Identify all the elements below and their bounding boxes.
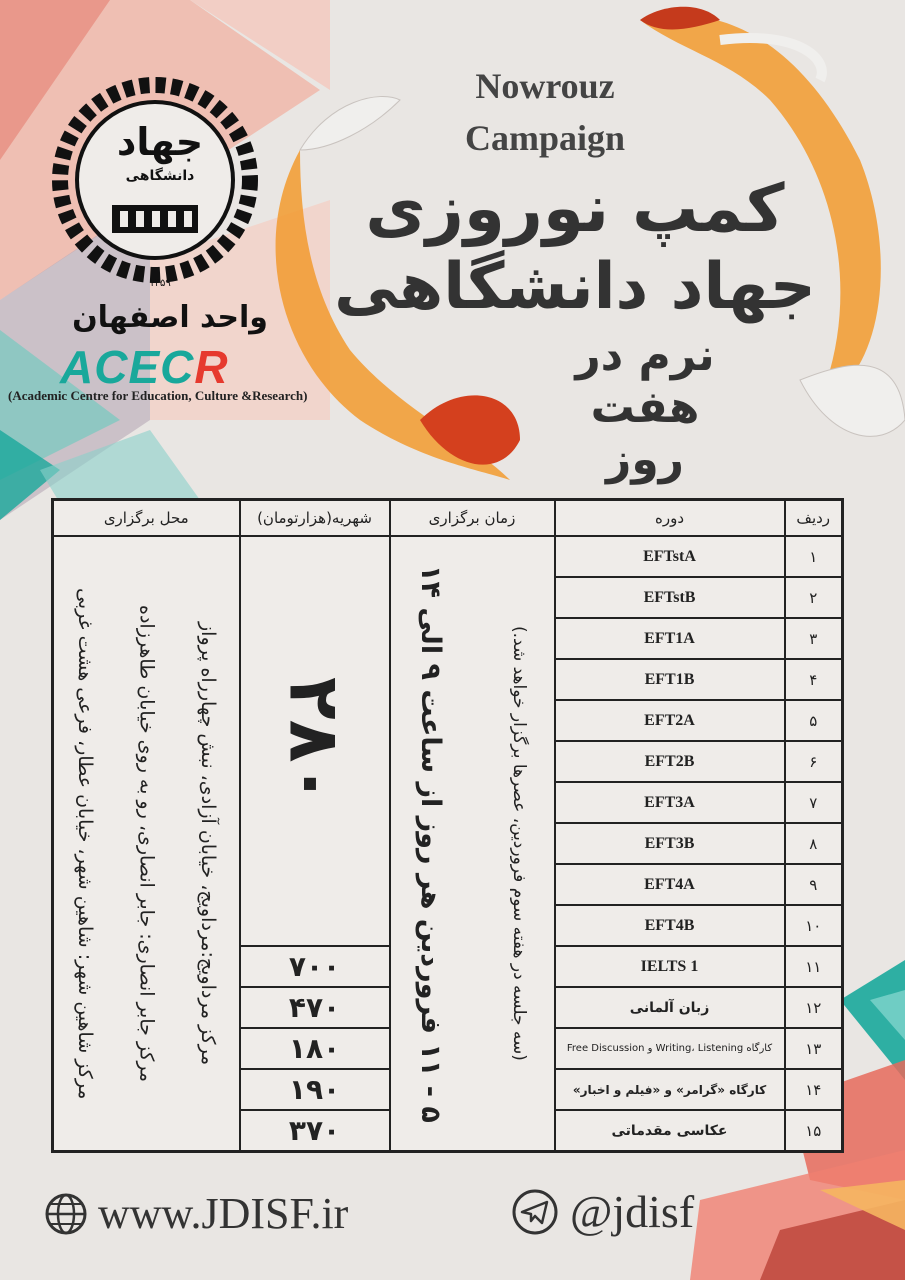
course-name: عکاسی مقدماتی bbox=[555, 1110, 785, 1152]
row-number: ۱۳ bbox=[785, 1028, 843, 1069]
course-name: EFT3A bbox=[555, 782, 785, 823]
header-fee: شهریه(هزارتومان) bbox=[240, 500, 390, 537]
place-2: مرکز جابر انصاری: جابر انصاری، رو به روی خیابان طاهرزاده bbox=[135, 604, 158, 1083]
header-place: محل برگزاری bbox=[53, 500, 240, 537]
time-sub: (سه جلسه در هفته سوم فروردین، عصرها برگزار خواهد شد.) bbox=[509, 626, 529, 1061]
course-name: EFT1A bbox=[555, 618, 785, 659]
shared-fee: ۲۸۰ bbox=[273, 676, 356, 806]
course-fee: ۳۷۰ bbox=[240, 1110, 390, 1152]
row-number: ۱۲ bbox=[785, 987, 843, 1028]
website-text: www.JDISF.ir bbox=[98, 1189, 349, 1238]
row-number: ۹ bbox=[785, 864, 843, 905]
course-name: EFT2B bbox=[555, 741, 785, 782]
course-fee: ۱۸۰ bbox=[240, 1028, 390, 1069]
telegram-link[interactable] bbox=[510, 1185, 694, 1238]
course-name: EFTstA bbox=[555, 536, 785, 577]
header-course: دوره bbox=[555, 500, 785, 537]
row-number: ۴ bbox=[785, 659, 843, 700]
course-fee: ۷۰۰ bbox=[240, 946, 390, 987]
course-name: EFTstB bbox=[555, 577, 785, 618]
row-number: ۷ bbox=[785, 782, 843, 823]
globe-icon bbox=[44, 1192, 88, 1236]
logo-main-text: جهاد bbox=[116, 120, 204, 164]
logo-sub-text: دانشگاهی bbox=[125, 168, 195, 184]
time-cell bbox=[390, 536, 555, 1152]
title-persian-line1: کمپ نوروزی bbox=[365, 170, 785, 247]
website-link[interactable] bbox=[44, 1188, 348, 1239]
place-cell bbox=[53, 536, 240, 1152]
title-english: Nowrouz Campaign bbox=[464, 66, 626, 158]
course-name: زبان آلمانی bbox=[555, 987, 785, 1028]
row-number: ۱۵ bbox=[785, 1110, 843, 1152]
row-number: ۱۱ bbox=[785, 946, 843, 987]
course-name: کارگاه «گرامر» و «فیلم و اخبار» bbox=[555, 1069, 785, 1110]
course-name: EFT1B bbox=[555, 659, 785, 700]
header-time: زمان برگزاری bbox=[390, 500, 555, 537]
telegram-handle: @jdisf bbox=[570, 1186, 695, 1237]
acecr-logo: ACECR bbox=[60, 341, 229, 393]
row-number: ۱ bbox=[785, 536, 843, 577]
course-fee: ۴۷۰ bbox=[240, 987, 390, 1028]
telegram-icon bbox=[510, 1187, 560, 1237]
row-number: ۳ bbox=[785, 618, 843, 659]
header-row: ردیف bbox=[785, 500, 843, 537]
row-number: ۵ bbox=[785, 700, 843, 741]
course-name: EFT3B bbox=[555, 823, 785, 864]
course-name: EFT2A bbox=[555, 700, 785, 741]
course-name: کارگاه Writing، Listening و Free Discussion bbox=[555, 1028, 785, 1069]
logo-year: ۱۳۵۹ bbox=[149, 278, 171, 289]
place-1: مرکز مرداویج:مرداویج، خیابان آزادی، نبش چهارراه پرواز bbox=[196, 621, 219, 1066]
title-persian-line2: جهاد دانشگاهی bbox=[334, 250, 816, 324]
unit-name: واحد اصفهان bbox=[72, 300, 268, 335]
row-number: ۱۰ bbox=[785, 905, 843, 946]
time-main: ۵ - ۱۱ فروردین هر روز از ساعت ۹ الی ۱۴ bbox=[415, 564, 446, 1123]
table-row bbox=[53, 536, 843, 577]
row-number: ۱۴ bbox=[785, 1069, 843, 1110]
row-number: ۲ bbox=[785, 577, 843, 618]
course-table bbox=[51, 498, 844, 1153]
row-number: ۶ bbox=[785, 741, 843, 782]
shared-fee-cell bbox=[240, 536, 390, 946]
course-name: EFT4B bbox=[555, 905, 785, 946]
course-name: EFT4A bbox=[555, 864, 785, 905]
acecr-full-name: (Academic Centre for Education, Culture &Research) bbox=[8, 388, 308, 403]
place-3: مرکز شاهین شهر: شاهین شهر، خیابان عطار، فرعی هشت غربی bbox=[73, 587, 96, 1100]
row-number: ۸ bbox=[785, 823, 843, 864]
course-name: IELTS 1 bbox=[555, 946, 785, 987]
course-fee: ۱۹۰ bbox=[240, 1069, 390, 1110]
title-persian-line3: نرم در هفت روز bbox=[575, 330, 715, 485]
